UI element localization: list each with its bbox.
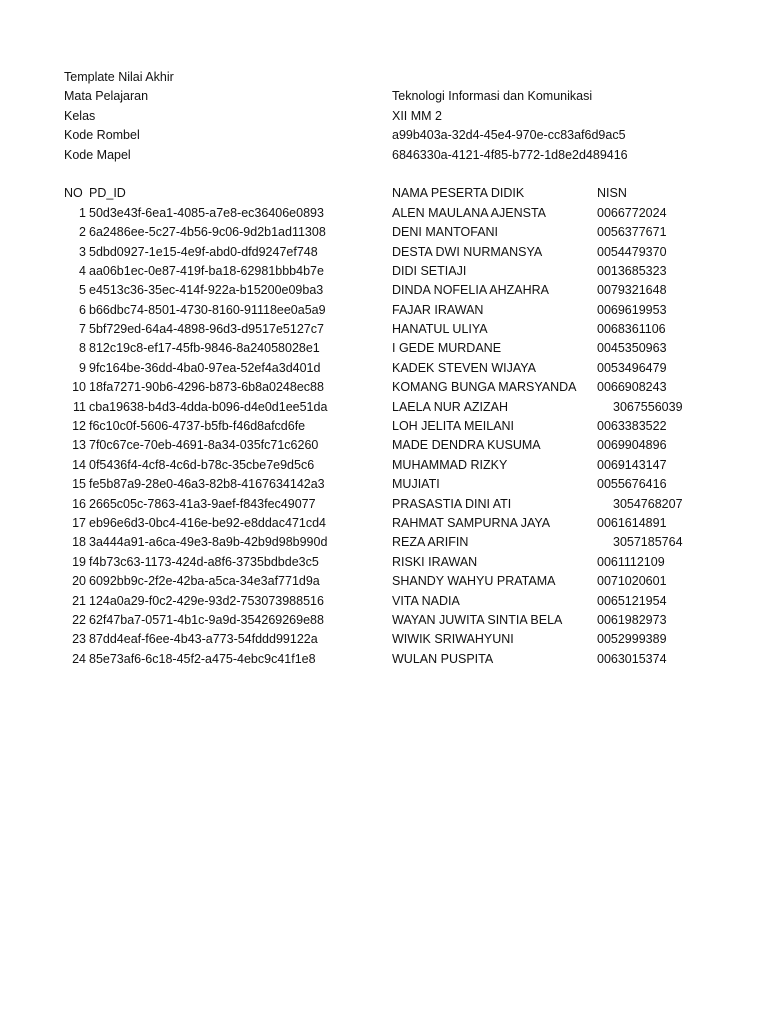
row-pd-id: 812c19c8-ef17-45fb-9846-8a24058028e1 (89, 341, 320, 356)
column-header-nisn: NISN (597, 186, 627, 201)
row-number: 4 (79, 263, 86, 278)
row-nisn: 0055676416 (597, 477, 667, 492)
table-row (0, 320, 768, 339)
subject-label: Mata Pelajaran (64, 89, 149, 104)
row-student-name: MUJIATI (392, 477, 440, 492)
row-nisn: 0013685323 (597, 263, 667, 278)
table-row (0, 262, 768, 281)
table-row (0, 572, 768, 591)
row-student-name: PRASASTIA DINI ATI (392, 496, 512, 511)
row-pd-id: 0f5436f4-4cf8-4c6d-b78c-35cbe7e9d5c6 (89, 457, 315, 472)
class-label: Kelas (64, 108, 96, 123)
row-pd-id: 62f47ba7-0571-4b1c-9a9d-354269269e88 (89, 612, 324, 627)
row-student-name: RAHMAT SAMPURNA JAYA (392, 515, 551, 530)
row-number: 24 (72, 651, 86, 666)
row-number: 21 (72, 593, 86, 608)
row-nisn: 0066908243 (597, 380, 667, 395)
row-pd-id: aa06b1ec-0e87-419f-ba18-62981bbb4b7e (89, 263, 324, 278)
row-student-name: FAJAR IRAWAN (392, 302, 484, 317)
column-header-pd-id: PD_ID (89, 186, 126, 201)
row-student-name: ALEN MAULANA AJENSTA (392, 205, 546, 220)
row-number: 2 (79, 225, 86, 240)
table-row (0, 359, 768, 378)
row-nisn: 0063015374 (597, 651, 667, 666)
row-student-name: VITA NADIA (392, 593, 460, 608)
row-nisn: 0061112109 (597, 554, 665, 569)
row-pd-id: 3a444a91-a6ca-49e3-8a9b-42b9d98b990d (89, 535, 328, 550)
row-nisn: 0069904896 (597, 438, 667, 453)
row-pd-id: 2665c05c-7863-41a3-9aef-f843fec49077 (89, 496, 316, 511)
row-pd-id: f4b73c63-1173-424d-a8f6-3735bdbde3c5 (89, 554, 319, 569)
subject-row (0, 87, 768, 106)
table-row (0, 378, 768, 397)
rombel-value: a99b403a-32d4-45e4-970e-cc83af6d9ac5 (392, 128, 626, 143)
subject-value: Teknologi Informasi dan Komunikasi (392, 89, 593, 104)
class-row (0, 107, 768, 126)
row-nisn: 0069143147 (597, 457, 667, 472)
row-student-name: SHANDY WAHYU PRATAMA (392, 574, 556, 589)
mapel-row (0, 146, 768, 165)
row-number: 19 (72, 554, 86, 569)
table-row (0, 398, 768, 417)
template-title-row (0, 68, 768, 87)
spacer (0, 165, 768, 184)
row-pd-id: 18fa7271-90b6-4296-b873-6b8a0248ec88 (89, 380, 324, 395)
row-pd-id: 87dd4eaf-f6ee-4b43-a773-54fddd99122a (89, 632, 318, 647)
row-student-name: KOMANG BUNGA MARSYANDA (392, 380, 577, 395)
row-student-name: DESTA DWI NURMANSYA (392, 244, 543, 259)
row-pd-id: 5bf729ed-64a4-4898-96d3-d9517e5127c7 (89, 322, 324, 337)
table-row (0, 339, 768, 358)
row-student-name: LOH JELITA MEILANI (392, 419, 515, 434)
row-pd-id: 9fc164be-36dd-4ba0-97ea-52ef4a3d401d (89, 360, 321, 375)
row-student-name: DENI MANTOFANI (392, 225, 499, 240)
table-row (0, 611, 768, 630)
row-student-name: DINDA NOFELIA AHZAHRA (392, 283, 549, 298)
row-number: 18 (72, 535, 86, 550)
row-student-name: KADEK STEVEN WIJAYA (392, 360, 537, 375)
row-number: 8 (79, 341, 86, 356)
row-student-name: WULAN PUSPITA (392, 651, 494, 666)
row-pd-id: f6c10c0f-5606-4737-b5fb-f46d8afcd6fe (89, 419, 306, 434)
row-number: 16 (72, 496, 86, 511)
row-number: 6 (79, 302, 86, 317)
column-header-no: NO (64, 186, 83, 201)
class-value: XII MM 2 (392, 108, 443, 123)
student-table-body (0, 204, 768, 669)
row-nisn: 0068361106 (597, 322, 666, 337)
row-student-name: DIDI SETIAJI (392, 263, 467, 278)
row-pd-id: eb96e6d3-0bc4-416e-be92-e8ddac471cd4 (89, 515, 327, 530)
row-nisn: 0071020601 (597, 574, 667, 589)
row-student-name: WIWIK SRIWAHYUNI (392, 632, 514, 647)
row-nisn: 0066772024 (597, 205, 667, 220)
document (0, 68, 768, 669)
row-nisn: 0056377671 (597, 225, 667, 240)
column-header-name: NAMA PESERTA DIDIK (392, 186, 525, 201)
row-pd-id: 5dbd0927-1e15-4e9f-abd0-dfd9247ef748 (89, 244, 318, 259)
row-nisn: 0069619953 (597, 302, 667, 317)
row-pd-id: 6a2486ee-5c27-4b56-9c06-9d2b1ad11308 (89, 225, 326, 240)
table-row (0, 495, 768, 514)
row-pd-id: 85e73af6-6c18-45f2-a475-4ebc9c41f1e8 (89, 651, 316, 666)
table-row (0, 417, 768, 436)
rombel-row (0, 126, 768, 145)
row-student-name: MADE DENDRA KUSUMA (392, 438, 541, 453)
row-student-name: REZA ARIFIN (392, 535, 469, 550)
table-header-row (0, 184, 768, 203)
row-student-name: WAYAN JUWITA SINTIA BELA (392, 612, 563, 627)
row-nisn: 0065121954 (597, 593, 667, 608)
row-nisn: 0079321648 (597, 283, 667, 298)
row-number: 7 (79, 322, 86, 337)
row-student-name: HANATUL ULIYA (392, 322, 488, 337)
row-number: 17 (72, 515, 86, 530)
table-row (0, 553, 768, 572)
mapel-value: 6846330a-4121-4f85-b772-1d8e2d489416 (392, 147, 628, 162)
table-row (0, 243, 768, 262)
row-number: 15 (72, 477, 86, 492)
row-nisn: 0045350963 (597, 341, 667, 356)
table-row (0, 223, 768, 242)
row-pd-id: 7f0c67ce-70eb-4691-8a34-035fc71c6260 (89, 438, 319, 453)
row-number: 20 (72, 574, 86, 589)
table-row (0, 650, 768, 669)
row-number: 9 (79, 360, 86, 375)
row-number: 23 (72, 632, 86, 647)
row-number: 22 (72, 612, 86, 627)
mapel-label: Kode Mapel (64, 147, 131, 162)
row-nisn: 3057185764 (613, 535, 683, 550)
row-nisn: 0063383522 (597, 419, 667, 434)
template-title: Template Nilai Akhir (64, 70, 174, 84)
table-row (0, 514, 768, 533)
row-nisn: 3067556039 (613, 399, 683, 414)
row-student-name: LAELA NUR AZIZAH (392, 399, 509, 414)
table-row (0, 630, 768, 649)
table-row (0, 281, 768, 300)
row-number: 10 (72, 380, 86, 395)
row-pd-id: 50d3e43f-6ea1-4085-a7e8-ec36406e0893 (89, 205, 324, 220)
row-nisn: 3054768207 (613, 496, 683, 511)
row-pd-id: 124a0a29-f0c2-429e-93d2-753073988516 (89, 593, 324, 608)
row-pd-id: b66dbc74-8501-4730-8160-91118ee0a5a9 (89, 302, 326, 317)
row-nisn: 0052999389 (597, 632, 667, 647)
rombel-label: Kode Rombel (64, 128, 140, 143)
table-row (0, 204, 768, 223)
row-number: 5 (79, 283, 86, 298)
row-number: 14 (72, 457, 86, 472)
row-student-name: RISKI IRAWAN (392, 554, 478, 569)
row-number: 3 (79, 244, 86, 259)
table-row (0, 475, 768, 494)
row-number: 13 (72, 438, 86, 453)
row-student-name: MUHAMMAD RIZKY (392, 457, 508, 472)
row-pd-id: fe5b87a9-28e0-46a3-82b8-4167634142a3 (89, 477, 325, 492)
table-row (0, 301, 768, 320)
row-number: 11 (73, 399, 86, 414)
row-number: 1 (79, 205, 86, 220)
row-pd-id: cba19638-b4d3-4dda-b096-d4e0d1ee51da (89, 399, 328, 414)
row-nisn: 0061614891 (597, 515, 667, 530)
table-row (0, 592, 768, 611)
row-number: 12 (72, 419, 86, 434)
table-row (0, 456, 768, 475)
row-nisn: 0053496479 (597, 360, 667, 375)
row-pd-id: 6092bb9c-2f2e-42ba-a5ca-34e3af771d9a (89, 574, 320, 589)
row-pd-id: e4513c36-35ec-414f-922a-b15200e09ba3 (89, 283, 324, 298)
row-nisn: 0061982973 (597, 612, 667, 627)
table-row (0, 436, 768, 455)
row-student-name: I GEDE MURDANE (392, 341, 502, 356)
table-row (0, 533, 768, 552)
row-nisn: 0054479370 (597, 244, 667, 259)
